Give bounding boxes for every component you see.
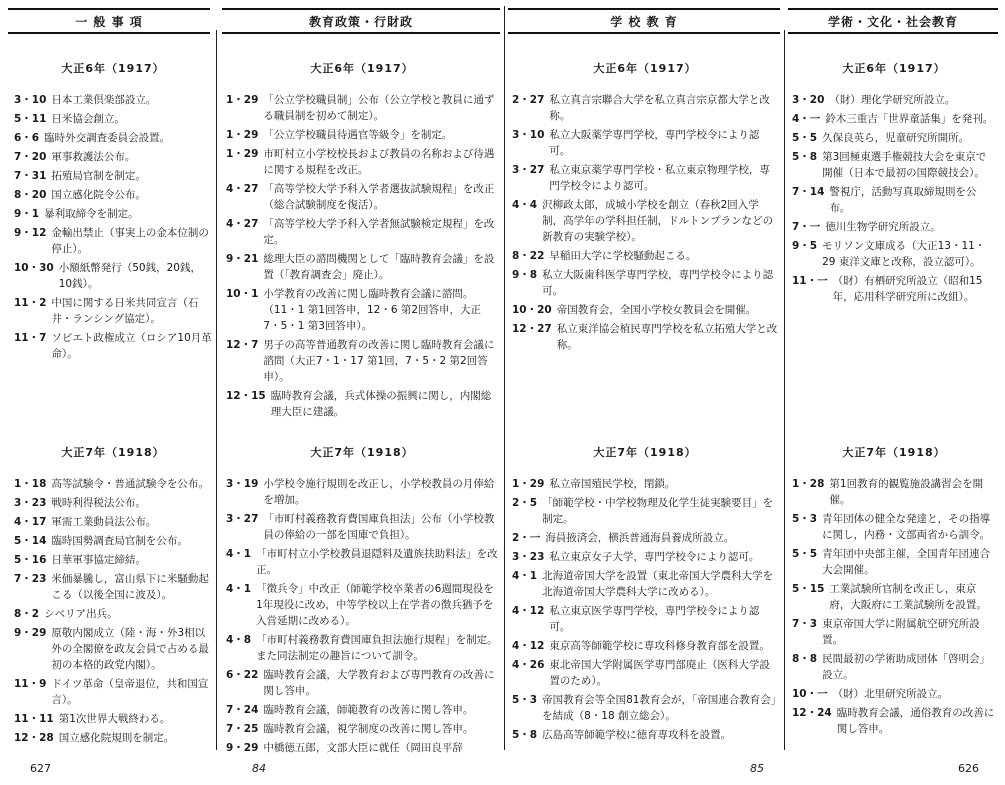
entry-date: 3・20 bbox=[792, 94, 825, 106]
entry-date: 11・一 bbox=[792, 275, 828, 287]
entry-list bbox=[14, 92, 212, 362]
list-item bbox=[14, 130, 212, 146]
entry-text: ドイツ革命（皇帝退位，共和国宣言）。 bbox=[51, 678, 209, 706]
entry-date: 1・29 bbox=[226, 94, 259, 106]
entry-text: 青年団中央部主催，全国青年団連合大会開催。 bbox=[822, 548, 991, 576]
entry-date: 12・24 bbox=[792, 707, 832, 719]
entry-date: 5・8 bbox=[792, 151, 818, 163]
entry-text: 小学教育の改善に関し臨時教育会議に諮問。（11・1 第1回答申，12・6 第2回答申，大正7・5・1 第3回答申）。 bbox=[263, 288, 482, 332]
page-number: 85 bbox=[750, 762, 764, 775]
entry-list bbox=[14, 476, 212, 746]
entry-date: 9・12 bbox=[14, 227, 47, 239]
list-item bbox=[14, 676, 212, 708]
entry-text: 暴利取締令を制定。 bbox=[44, 208, 139, 220]
list-item bbox=[14, 168, 212, 184]
list-item bbox=[512, 603, 778, 635]
column-policy bbox=[226, 60, 498, 423]
header-general: 一 般 事 項 bbox=[8, 8, 210, 34]
header-school: 学 校 教 育 bbox=[508, 8, 780, 34]
list-item bbox=[14, 495, 212, 511]
list-item bbox=[512, 549, 778, 565]
entry-date: 12・15 bbox=[226, 390, 266, 402]
year-heading: 大正7年（1918） bbox=[593, 446, 697, 459]
list-item bbox=[512, 568, 778, 600]
entry-date: 5・5 bbox=[792, 548, 818, 560]
entry-date: 2・27 bbox=[512, 94, 545, 106]
entry-text: 「高等学校大学予科入学者無試験検定規程」を改定。 bbox=[263, 218, 495, 246]
entry-date: 1・28 bbox=[792, 478, 825, 490]
entry-text: 臨時教育会議，視学制度の改善に関し答申。 bbox=[263, 723, 474, 735]
entry-text: 金輸出禁止（事実上の金本位制の停止）。 bbox=[51, 227, 209, 255]
entry-date: 10・30 bbox=[14, 262, 54, 274]
entry-date: 6・22 bbox=[226, 669, 259, 681]
list-item bbox=[226, 251, 498, 283]
entry-text: 警視庁，活動写真取締規則を公布。 bbox=[829, 186, 977, 214]
list-item bbox=[14, 111, 212, 127]
year-heading: 大正6年（1917） bbox=[593, 62, 697, 75]
entry-text: 国立感化院令公布。 bbox=[51, 189, 146, 201]
entry-text: 男子の高等普通教育の改善に関し臨時教育会議に諮問（大正7・1・17 第1回，7・5・2 第2回答申）。 bbox=[263, 339, 495, 383]
entry-text: 臨時国勢調査局官制を公布。 bbox=[51, 535, 188, 547]
list-item bbox=[226, 476, 498, 508]
column-general bbox=[14, 60, 212, 365]
entry-text: 臨時教育会議，兵式体操の振興に関し，内閣総理大臣に建議。 bbox=[270, 390, 492, 418]
entry-text: 「市町村義務教育費国庫負担法」公布（小学校教員の俸給の一部を国庫で負担）。 bbox=[263, 513, 495, 541]
entry-text: 私立大阪歯科医学専門学校，専門学校令により認可。 bbox=[542, 269, 774, 297]
entry-date: 10・20 bbox=[512, 304, 552, 316]
entry-date: 4・12 bbox=[512, 605, 545, 617]
entry-text: 私立真言宗聯合大学を私立真言宗京都大学と改称。 bbox=[549, 94, 770, 122]
entry-text: 臨時教育会議，師範教育の改善に関し答申。 bbox=[263, 704, 474, 716]
list-item bbox=[512, 657, 778, 689]
list-item bbox=[14, 606, 212, 622]
entry-list bbox=[226, 476, 498, 756]
entry-text: 早稲田大学に学校騒動起こる。 bbox=[549, 250, 697, 262]
entry-text: 東京高等師範学校に専攻科修身教育部を設置。 bbox=[549, 640, 770, 652]
entry-date: 10・1 bbox=[226, 288, 259, 300]
entry-date: 1・29 bbox=[226, 129, 259, 141]
entry-text: 鈴木三重吉「世界童話集」を発刊。 bbox=[825, 113, 994, 125]
entry-text: 工業試験所官制を改正し，東京府，大阪府に工業試験所を設置。 bbox=[829, 583, 987, 611]
entry-date: 7・一 bbox=[792, 221, 821, 233]
entry-date: 5・3 bbox=[512, 694, 538, 706]
entry-date: 9・29 bbox=[226, 742, 259, 754]
list-item bbox=[512, 267, 778, 299]
entry-text: 高等試験令・普通試験令を公布。 bbox=[51, 478, 209, 490]
list-item bbox=[792, 238, 996, 270]
entry-date: 4・27 bbox=[226, 218, 259, 230]
list-item bbox=[512, 127, 778, 159]
list-item bbox=[792, 581, 996, 613]
entry-date: 8・22 bbox=[512, 250, 545, 262]
entry-date: 9・29 bbox=[14, 627, 47, 639]
entry-date: 9・1 bbox=[14, 208, 40, 220]
list-item bbox=[226, 667, 498, 699]
header-policy: 教育政策・行財政 bbox=[222, 8, 500, 34]
entry-text: 私立東洋協会植民専門学校を私立拓殖大学と改称。 bbox=[556, 323, 778, 351]
entry-text: 米価暴騰し，富山県下に米騒動起こる（以後全国に波及）。 bbox=[51, 573, 209, 601]
entry-list bbox=[226, 92, 498, 420]
entry-text: 「公立学校職員待遇官等級令」を制定。 bbox=[263, 129, 453, 141]
entry-date: 4・27 bbox=[226, 183, 259, 195]
entry-text: 私立東京薬学専門学校・私立東京物理学校，専門学校令により認可。 bbox=[549, 164, 770, 192]
entry-text: 久保良英ら，児童研究所開所。 bbox=[822, 132, 970, 144]
list-item bbox=[512, 692, 778, 724]
entry-date: 5・14 bbox=[14, 535, 47, 547]
list-item bbox=[14, 149, 212, 165]
entry-text: 沢柳政太郎，成城小学校を創立（春秋2回入学制，高学年の学科担任制，ドルトンプランなどの新教育の実験学校）。 bbox=[542, 199, 774, 243]
header-culture: 学術・文化・社会教育 bbox=[788, 8, 998, 34]
column-divider bbox=[216, 30, 217, 750]
list-item bbox=[14, 260, 212, 292]
entry-text: 第1次世界大戦終わる。 bbox=[58, 713, 171, 725]
entry-date: 5・16 bbox=[14, 554, 47, 566]
year-heading: 大正6年（1917） bbox=[310, 62, 414, 75]
entry-text: モリソン文庫成る（大正13・11・29 東洋文庫と改称，設立認可）。 bbox=[822, 240, 986, 268]
list-item bbox=[512, 248, 778, 264]
entry-text: 「公立学校職員制」公布（公立学校と教員に通ずる職員制を初めて制定）。 bbox=[263, 94, 495, 122]
entry-list bbox=[512, 92, 778, 353]
year-heading: 大正6年（1917） bbox=[842, 62, 946, 75]
entry-date: 11・11 bbox=[14, 713, 54, 725]
list-item bbox=[226, 181, 498, 213]
entry-list bbox=[792, 476, 996, 737]
entry-text: 帝国教育会等全国81教育会が，「帝国連合教育会」を結成（8・18 創立総会）。 bbox=[542, 694, 776, 722]
list-item bbox=[512, 530, 778, 546]
list-item bbox=[792, 111, 996, 127]
entry-text: 戦時利得税法公布。 bbox=[51, 497, 146, 509]
entry-date: 8・2 bbox=[14, 608, 40, 620]
page-number: 627 bbox=[30, 762, 51, 775]
entry-text: 「市町村立小学校教員退隠料及遺族扶助料法」を改正。 bbox=[256, 548, 498, 576]
entry-date: 4・8 bbox=[226, 634, 252, 646]
list-item bbox=[512, 638, 778, 654]
entry-text: （財）有栖研究所設立（昭和15年，応用科学研究所に改組）。 bbox=[832, 275, 983, 303]
list-item bbox=[512, 495, 778, 527]
entry-date: 4・1 bbox=[226, 548, 252, 560]
entry-text: 帝国教育会，全国小学校女教員会を開催。 bbox=[556, 304, 757, 316]
list-item bbox=[226, 740, 498, 756]
list-item bbox=[14, 92, 212, 108]
list-item bbox=[14, 552, 212, 568]
list-item bbox=[226, 286, 498, 334]
entry-text: 軍需工業動員法公布。 bbox=[51, 516, 157, 528]
list-item bbox=[226, 92, 498, 124]
list-item bbox=[226, 216, 498, 248]
entry-text: 徳川生物学研究所設立。 bbox=[825, 221, 941, 233]
list-item bbox=[792, 184, 996, 216]
entry-text: 私立大阪薬学専門学校，専門学校令により認可。 bbox=[549, 129, 760, 157]
list-item bbox=[512, 321, 778, 353]
entry-text: 日華軍事協定締結。 bbox=[51, 554, 146, 566]
list-item bbox=[14, 533, 212, 549]
column-policy bbox=[226, 444, 498, 759]
list-item bbox=[14, 206, 212, 222]
entry-text: 「師範学校・中学校物理及化学生徒実験要目」を制定。 bbox=[542, 497, 774, 525]
list-item bbox=[792, 476, 996, 508]
entry-text: シベリア出兵。 bbox=[44, 608, 118, 620]
entry-text: 海員掖済会，横浜普通海員養成所設立。 bbox=[545, 532, 735, 544]
entry-date: 10・一 bbox=[792, 688, 828, 700]
list-item bbox=[792, 130, 996, 146]
list-item bbox=[792, 705, 996, 737]
entry-date: 12・27 bbox=[512, 323, 552, 335]
entry-text: （財）北里研究所設立。 bbox=[832, 688, 949, 700]
list-item bbox=[512, 727, 778, 743]
list-item bbox=[792, 686, 996, 702]
list-item bbox=[792, 273, 996, 305]
page-number: 626 bbox=[958, 762, 979, 775]
list-item bbox=[226, 146, 498, 178]
list-item bbox=[14, 711, 212, 727]
list-item bbox=[512, 162, 778, 194]
list-item bbox=[226, 702, 498, 718]
column-school bbox=[512, 60, 778, 356]
entry-date: 5・11 bbox=[14, 113, 47, 125]
entry-date: 11・9 bbox=[14, 678, 47, 690]
entry-date: 8・20 bbox=[14, 189, 47, 201]
entry-text: 私立東京医学専門学校，専門学校令により認可。 bbox=[549, 605, 760, 633]
column-culture bbox=[792, 60, 996, 308]
entry-date: 6・6 bbox=[14, 132, 40, 144]
list-item bbox=[226, 721, 498, 737]
list-item bbox=[226, 388, 498, 420]
entry-date: 5・3 bbox=[792, 513, 818, 525]
entry-date: 4・17 bbox=[14, 516, 47, 528]
entry-text: 小学校令施行規則を改正し，小学校教員の月俸給を増加。 bbox=[263, 478, 495, 506]
entry-date: 3・19 bbox=[226, 478, 259, 490]
entry-text: 東北帝国大学附属医学専門部廃止（医科大学設置のため）。 bbox=[549, 659, 770, 687]
entry-text: 中橋徳五郎，文部大臣に就任（岡田良平辞 bbox=[263, 742, 463, 754]
entry-text: 「市町村義務教育費国庫負担法施行規程」を制定。また同法制定の趣旨について訓令。 bbox=[256, 634, 498, 662]
entry-date: 2・一 bbox=[512, 532, 541, 544]
entry-text: 軍事救護法公布。 bbox=[51, 151, 136, 163]
list-item bbox=[14, 225, 212, 257]
list-item bbox=[512, 476, 778, 492]
entry-date: 3・23 bbox=[14, 497, 47, 509]
entry-date: 7・3 bbox=[792, 618, 818, 630]
entry-text: （財）理化学研究所設立。 bbox=[829, 94, 956, 106]
list-item bbox=[14, 476, 212, 492]
list-item bbox=[14, 514, 212, 530]
list-item bbox=[226, 127, 498, 143]
list-item bbox=[14, 187, 212, 203]
entry-text: 臨時教育会議，通俗教育の改善に関し答申。 bbox=[836, 707, 995, 735]
year-heading: 大正7年（1918） bbox=[61, 446, 165, 459]
entry-date: 12・7 bbox=[226, 339, 259, 351]
list-item bbox=[14, 730, 212, 746]
list-item bbox=[792, 219, 996, 235]
year-heading: 大正7年（1918） bbox=[842, 446, 946, 459]
entry-date: 4・26 bbox=[512, 659, 545, 671]
entry-text: 日米協会創立。 bbox=[51, 113, 125, 125]
entry-date: 9・21 bbox=[226, 253, 259, 265]
entry-text: ソビエト政権成立（ロシア10月革命）。 bbox=[51, 332, 212, 360]
entry-date: 7・20 bbox=[14, 151, 47, 163]
list-item bbox=[226, 337, 498, 385]
entry-text: 北海道帝国大学を設置（東北帝国大学農科大学を北海道帝国大学農科大学に改める）。 bbox=[542, 570, 774, 598]
list-item bbox=[792, 651, 996, 683]
entry-date: 7・24 bbox=[226, 704, 259, 716]
list-item bbox=[226, 581, 498, 629]
column-school bbox=[512, 444, 778, 746]
entry-date: 3・27 bbox=[226, 513, 259, 525]
entry-text: 日本工業倶楽部設立。 bbox=[51, 94, 157, 106]
entry-text: 広島高等師範学校に徳育専攻科を設置。 bbox=[542, 729, 732, 741]
list-item bbox=[512, 302, 778, 318]
list-item bbox=[512, 92, 778, 124]
entry-date: 4・一 bbox=[792, 113, 821, 125]
year-heading: 大正7年（1918） bbox=[310, 446, 414, 459]
entry-date: 4・1 bbox=[512, 570, 538, 582]
entry-text: 中国に関する日米共同宣言（石井・ランシング協定）。 bbox=[51, 297, 199, 325]
entry-date: 4・1 bbox=[226, 583, 252, 595]
entry-text: 総理大臣の諮問機関として「臨時教育会議」を設置（「教育調査会」廃止）。 bbox=[263, 253, 495, 281]
entry-date: 7・31 bbox=[14, 170, 47, 182]
column-culture bbox=[792, 444, 996, 740]
list-item bbox=[792, 149, 996, 181]
entry-date: 3・10 bbox=[512, 129, 545, 141]
entry-text: 私立東京女子大学，専門学校令により認可。 bbox=[549, 551, 760, 563]
entry-text: 国立感化院規則を制定。 bbox=[58, 732, 175, 744]
column-general bbox=[14, 444, 212, 749]
entry-text: 民間最初の学術助成団体「啓明会」設立。 bbox=[822, 653, 991, 681]
list-item bbox=[14, 571, 212, 603]
entry-date: 1・29 bbox=[512, 478, 545, 490]
entry-date: 1・29 bbox=[226, 148, 259, 160]
list-item bbox=[792, 511, 996, 543]
list-item bbox=[14, 295, 212, 327]
list-item bbox=[226, 632, 498, 664]
entry-text: 東京帝国大学に附属航空研究所設置。 bbox=[822, 618, 980, 646]
entry-date: 3・23 bbox=[512, 551, 545, 563]
entry-text: 第1回教育的観覧施設講習会を開催。 bbox=[829, 478, 984, 506]
list-item bbox=[792, 92, 996, 108]
entry-text: 臨時外交調査委員会設置。 bbox=[44, 132, 171, 144]
entry-date: 5・8 bbox=[512, 729, 538, 741]
entry-text: 私立帝国殖民学校，閉鎖。 bbox=[549, 478, 676, 490]
entry-text: 青年団体の健全な発達と，その指導に関し，内務・文部両省から訓令。 bbox=[822, 513, 991, 541]
entry-date: 3・27 bbox=[512, 164, 545, 176]
entry-text: 第3回極東選手権競技大会を東京で開催（日本で最初の国際競技会）。 bbox=[822, 151, 987, 179]
entry-date: 8・8 bbox=[792, 653, 818, 665]
entry-text: 拓殖局官制を制定。 bbox=[51, 170, 146, 182]
entry-list bbox=[792, 92, 996, 305]
entry-text: 臨時教育会議，大学教育および専門教育の改善に関し答申。 bbox=[263, 669, 495, 697]
entry-date: 5・15 bbox=[792, 583, 825, 595]
year-heading: 大正6年（1917） bbox=[61, 62, 165, 75]
list-item bbox=[226, 546, 498, 578]
column-divider bbox=[784, 30, 785, 750]
entry-date: 5・5 bbox=[792, 132, 818, 144]
entry-date: 11・2 bbox=[14, 297, 47, 309]
list-item bbox=[512, 197, 778, 245]
entry-text: 市町村立小学校校長および教員の名称および待遇に関する規程を改正。 bbox=[263, 148, 495, 176]
entry-date: 7・25 bbox=[226, 723, 259, 735]
entry-date: 11・7 bbox=[14, 332, 47, 344]
entry-date: 3・10 bbox=[14, 94, 47, 106]
list-item bbox=[792, 616, 996, 648]
list-item bbox=[14, 330, 212, 362]
entry-date: 4・4 bbox=[512, 199, 538, 211]
entry-date: 12・28 bbox=[14, 732, 54, 744]
entry-text: 原敬内閣成立（陸・海・外3相以外の全閣僚を政友会員で占める最初の本格的政党内閣）。 bbox=[51, 627, 209, 671]
entry-text: 小額紙幣発行（50銭，20銭，10銭）。 bbox=[58, 262, 201, 290]
list-item bbox=[14, 625, 212, 673]
entry-date: 1・18 bbox=[14, 478, 47, 490]
entry-date: 9・5 bbox=[792, 240, 818, 252]
entry-date: 7・23 bbox=[14, 573, 47, 585]
gutter-divider bbox=[504, 6, 505, 750]
entry-date: 2・5 bbox=[512, 497, 538, 509]
page-number: 84 bbox=[252, 762, 266, 775]
entry-text: 「高等学校大学予科入学者選抜試験規程」を改正（総合試験制度を復活）。 bbox=[263, 183, 495, 211]
entry-date: 9・8 bbox=[512, 269, 538, 281]
entry-text: 「徴兵令」中改正（師範学校卒業者の6週間現役を1年現役に改め，中等学校以上在学者の徴兵猶予を入営延期に改める）。 bbox=[256, 583, 494, 627]
entry-list bbox=[512, 476, 778, 743]
list-item bbox=[792, 546, 996, 578]
list-item bbox=[226, 511, 498, 543]
entry-date: 4・12 bbox=[512, 640, 545, 652]
entry-date: 7・14 bbox=[792, 186, 825, 198]
